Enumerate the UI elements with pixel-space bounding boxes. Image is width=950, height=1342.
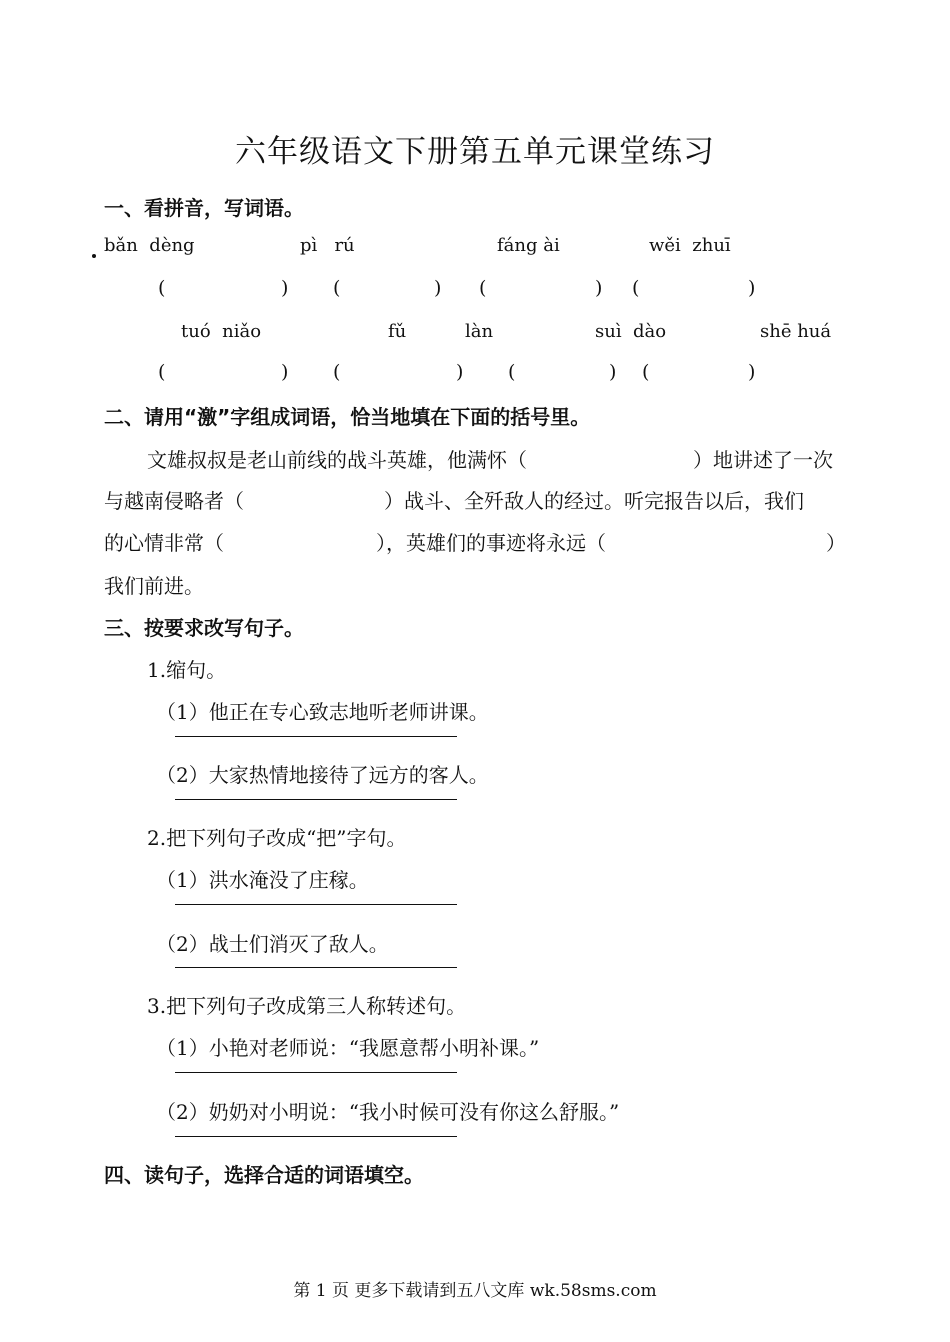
pinyin-she-hua: shē huá [760, 321, 832, 342]
answer-blank-close: ) [595, 277, 603, 299]
page-title: 六年级语文下册第五单元课堂练习 [235, 134, 715, 170]
sentence-item: （2）奶奶对小明说：“我小时候可没有你这么舒服。” [156, 1100, 620, 1124]
answer-blank-open: ( [158, 361, 166, 383]
pinyin-ban-deng: bǎn dèng [104, 235, 195, 256]
pinyin-tuo-niao: tuó niǎo [181, 321, 262, 342]
answer-blank-open: ( [642, 361, 650, 383]
section-2-heading: 二、请用“激”字组成词语，恰当地填在下面的括号里。 [104, 405, 591, 429]
subtask-2-label: 2.把下列句子改成“把”字句。 [147, 826, 407, 850]
answer-blank-close: ) [281, 361, 289, 383]
subtask-1-label: 1.缩句。 [147, 658, 227, 682]
paragraph-line-1b: ）地讲述了一次 [693, 448, 833, 472]
answer-blank-open: ( [479, 277, 487, 299]
paragraph-line-3c: ） [826, 531, 846, 555]
answer-blank-close: ) [609, 361, 617, 383]
answer-blank-close: ) [434, 277, 442, 299]
paragraph-line-4: 我们前进。 [104, 574, 204, 598]
pinyin-fang-ai: fáng ài [497, 235, 560, 256]
bullet-dot [92, 254, 96, 258]
paragraph-line-3a: 的心情非常（ [104, 531, 224, 555]
answer-line [175, 799, 457, 800]
answer-line [175, 736, 457, 737]
paragraph-line-2b: ）战斗、全歼敌人的经过。听完报告以后，我们 [384, 489, 804, 513]
answer-blank-open: ( [508, 361, 516, 383]
answer-blank-open: ( [333, 361, 341, 383]
sentence-item: （1）小艳对老师说：“我愿意帮小明补课。” [156, 1036, 540, 1060]
sentence-item: （2）大家热情地接待了远方的客人。 [156, 763, 489, 787]
pinyin-sui-dao: suì dào [595, 321, 667, 342]
answer-line [175, 1072, 457, 1073]
sentence-item: （2）战士们消灭了敌人。 [156, 932, 389, 956]
paragraph-line-3b: ），英雄们的事迹将永远（ [376, 531, 606, 555]
answer-blank-close: ) [748, 277, 756, 299]
answer-blank-close: ) [748, 361, 756, 383]
answer-blank-close: ) [456, 361, 464, 383]
answer-blank-open: ( [333, 277, 341, 299]
pinyin-pi-ru: pì rú [300, 235, 355, 256]
sentence-item: （1）他正在专心致志地听老师讲课。 [156, 700, 489, 724]
pinyin-lan: làn [465, 321, 494, 342]
sentence-item: （1）洪水淹没了庄稼。 [156, 868, 369, 892]
section-1-heading: 一、看拼音，写词语。 [104, 196, 304, 220]
answer-blank-open: ( [158, 277, 166, 299]
section-4-heading: 四、读句子，选择合适的词语填空。 [104, 1163, 424, 1187]
answer-blank-open: ( [632, 277, 640, 299]
paragraph-line-1a: 文雄叔叔是老山前线的战斗英雄，他满怀（ [147, 448, 527, 472]
answer-line [175, 967, 457, 968]
subtask-3-label: 3.把下列句子改成第三人称转述句。 [147, 994, 467, 1018]
answer-line [175, 1136, 457, 1137]
paragraph-line-2a: 与越南侵略者（ [104, 489, 244, 513]
pinyin-fu: fǔ [388, 321, 407, 342]
page-footer: 第 1 页 更多下载请到五八文库 wk.58sms.com [293, 1281, 657, 1301]
pinyin-wei-zhui: wěi zhuī [649, 235, 731, 256]
answer-line [175, 904, 457, 905]
section-3-heading: 三、按要求改写句子。 [104, 616, 304, 640]
answer-blank-close: ) [281, 277, 289, 299]
